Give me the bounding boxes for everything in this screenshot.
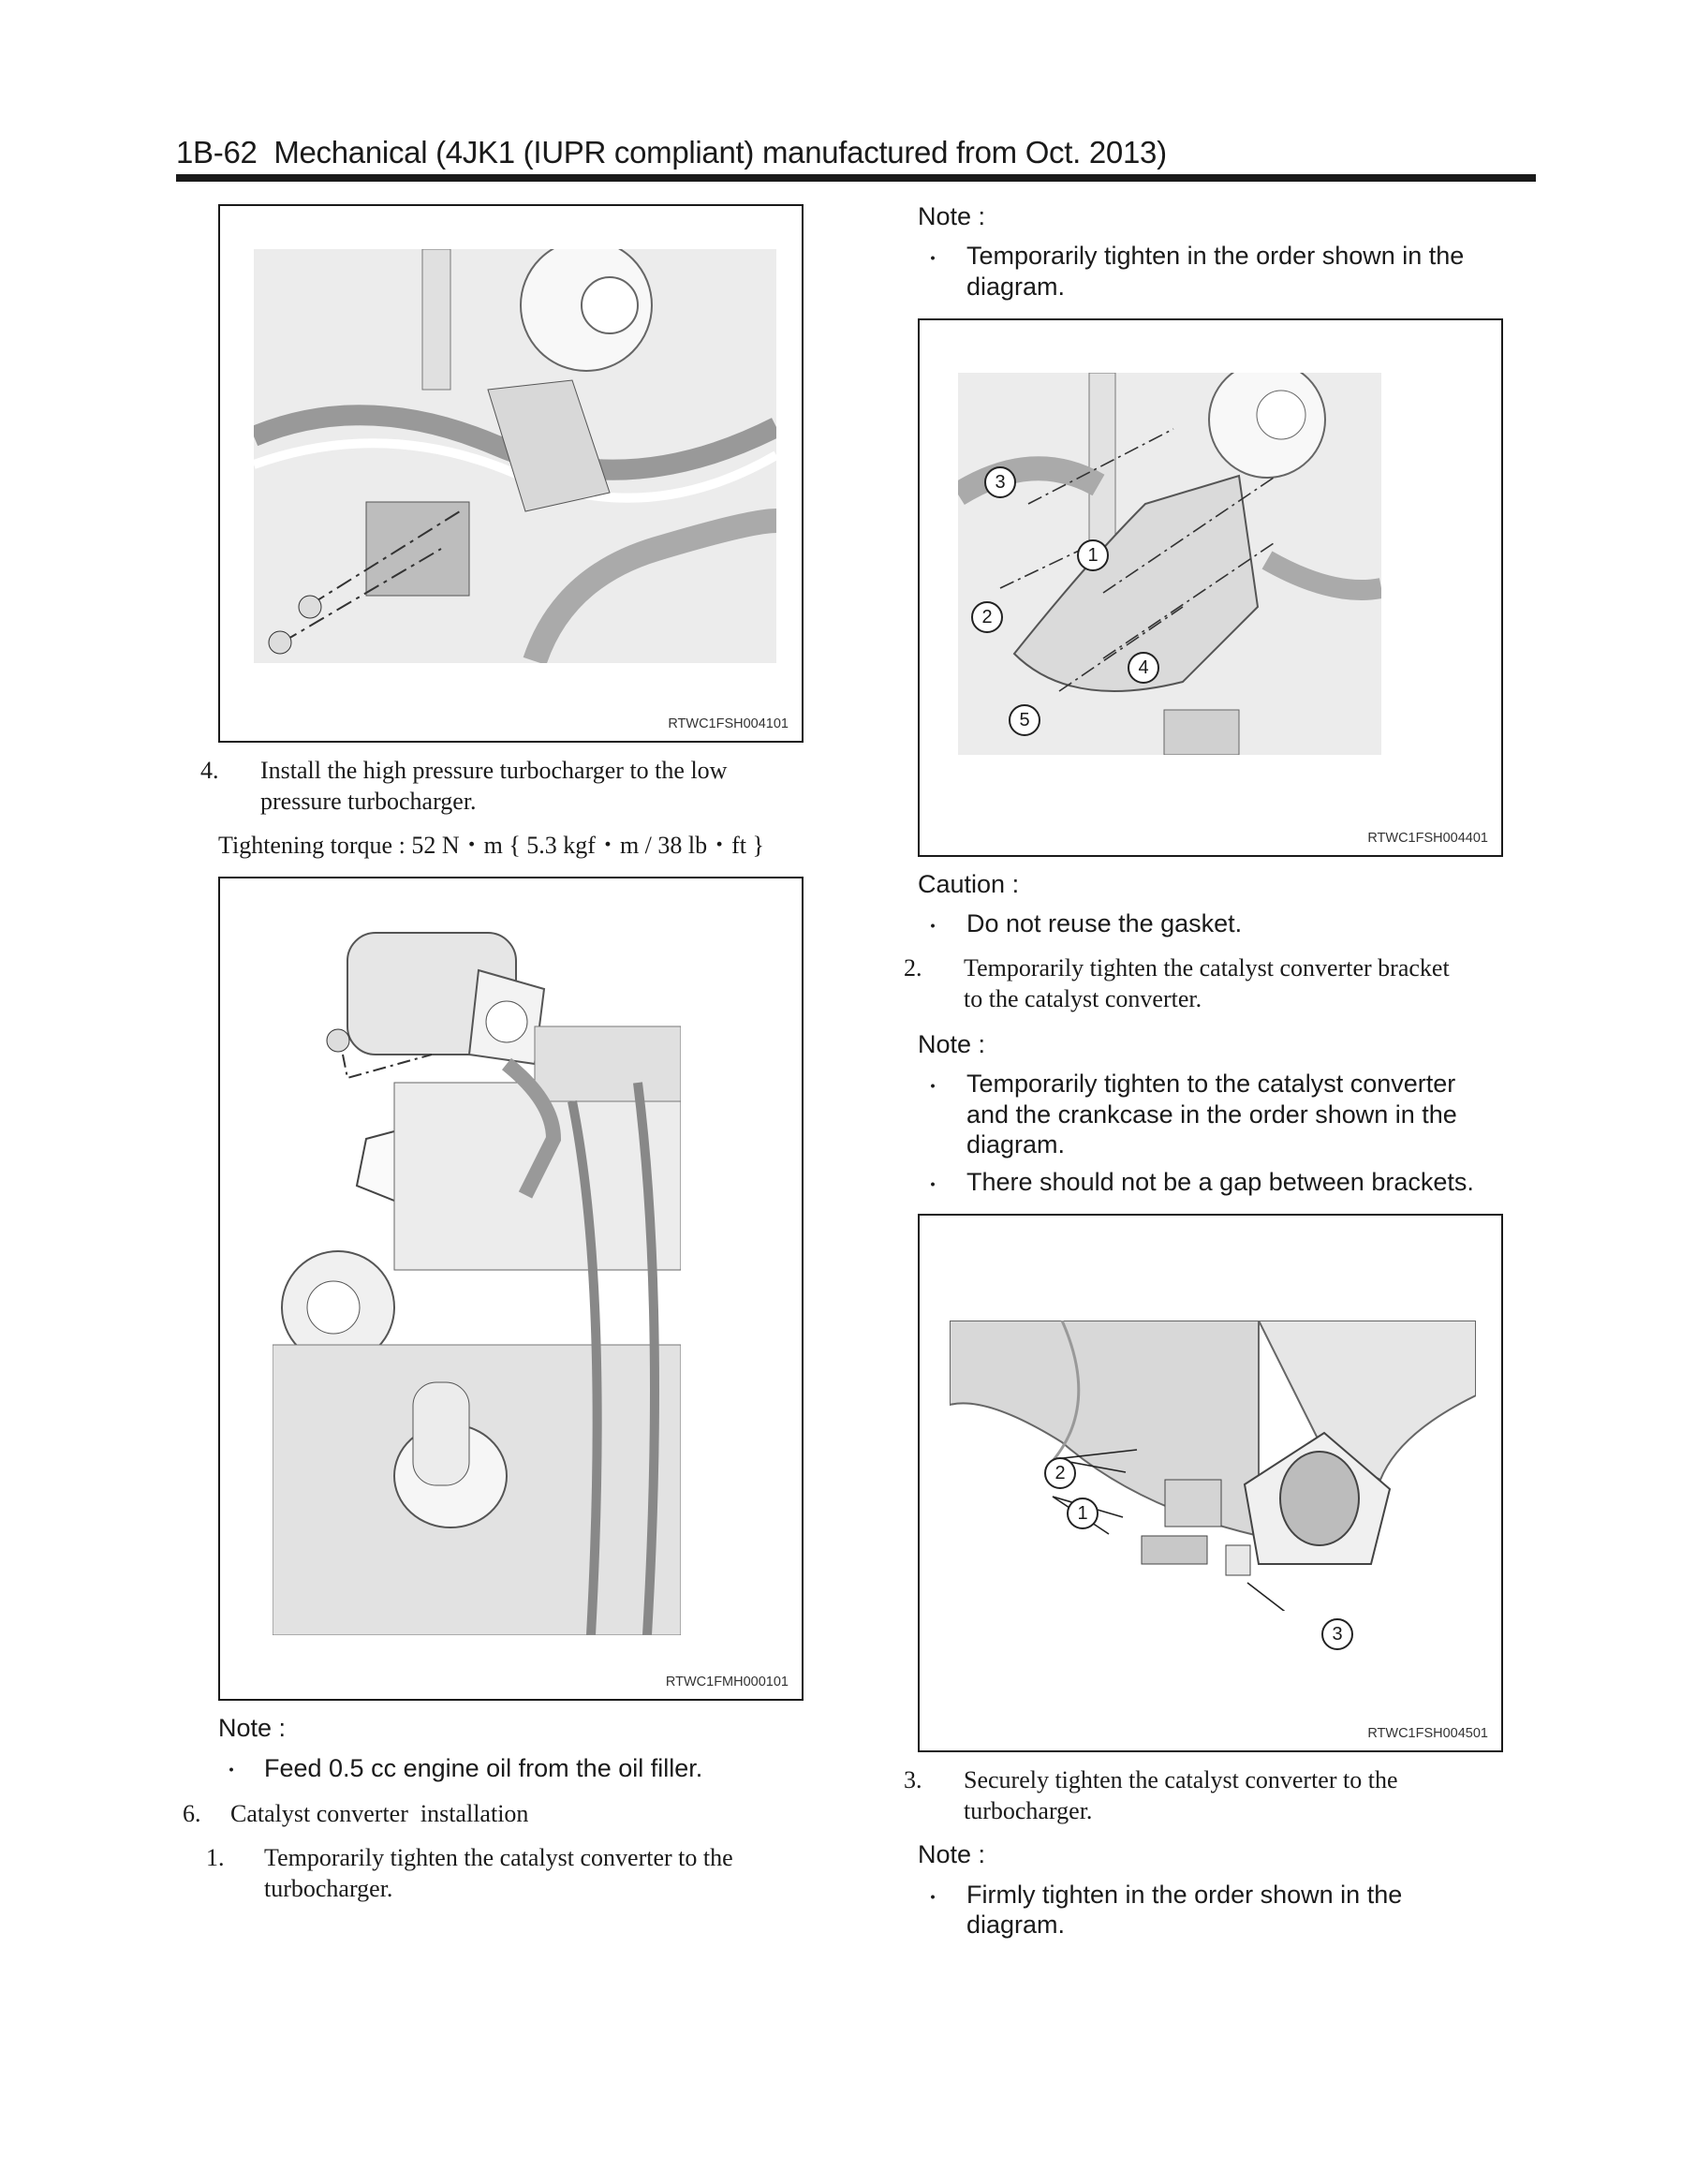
- substep-2-line1: Temporarily tighten the catalyst converter bracket: [964, 954, 1450, 981]
- note-item-line2: diagram.: [966, 273, 1066, 301]
- callout-1: 1: [1067, 1498, 1099, 1529]
- figure-2: [218, 877, 804, 1701]
- step-6-number: 6.: [183, 1800, 201, 1827]
- substep-3-line1: Securely tighten the catalyst converter to the: [964, 1766, 1398, 1793]
- callout-3: 3: [984, 466, 1016, 498]
- figure-1: [218, 204, 804, 743]
- bullet-icon: ・: [922, 1886, 944, 1910]
- header-rule: [176, 174, 1536, 182]
- substep-1-line2: turbocharger.: [264, 1875, 393, 1902]
- callout-4: 4: [1128, 652, 1159, 684]
- note-item-line1: Temporarily tighten to the catalyst converter: [966, 1070, 1456, 1098]
- note-label: Note :: [918, 1030, 986, 1058]
- bullet-icon: ・: [922, 1173, 944, 1197]
- figure-code: RTWC1FSH004501: [1367, 1726, 1488, 1741]
- substep-2-line2: to the catalyst converter.: [964, 985, 1202, 1012]
- note-label: Note :: [918, 202, 986, 230]
- substep-1-number: 1.: [206, 1844, 225, 1871]
- step-4-line1: Install the high pressure turbocharger to the low: [260, 757, 728, 784]
- caution-label: Caution :: [918, 870, 1020, 898]
- note-item-line1: Temporarily tighten in the order shown in the: [966, 242, 1465, 270]
- callout-5: 5: [1009, 704, 1040, 736]
- note-item: There should not be a gap between brackets.: [966, 1168, 1474, 1196]
- figure-code: RTWC1FSH004101: [668, 716, 789, 731]
- bullet-icon: ・: [221, 1759, 243, 1782]
- figure-code: RTWC1FSH004401: [1367, 831, 1488, 846]
- converter-bracket-illustration-icon: [950, 1321, 1476, 1611]
- note-item: Feed 0.5 cc engine oil from the oil filler.: [264, 1754, 703, 1782]
- substep-1-line1: Temporarily tighten the catalyst converter to the: [264, 1844, 733, 1871]
- substep-2-number: 2.: [904, 954, 922, 981]
- note-label: Note :: [218, 1714, 287, 1742]
- caution-item: Do not reuse the gasket.: [966, 909, 1243, 937]
- substep-3-number: 3.: [904, 1766, 922, 1793]
- page-number: 1B-62: [176, 135, 258, 170]
- turbocharger-assembly-illustration-icon: [273, 914, 681, 1635]
- substep-3-line2: turbocharger.: [964, 1797, 1093, 1824]
- engine-bracket-illustration-icon: [254, 249, 776, 663]
- figure-code: RTWC1FMH000101: [665, 1675, 789, 1690]
- step-4-number: 4.: [200, 757, 219, 784]
- figure-3: [918, 318, 1503, 857]
- tightening-torque: Tightening torque : 52 N・m { 5.3 kgf・m / 38 lb・ft }: [218, 832, 764, 859]
- bullet-icon: ・: [922, 915, 944, 938]
- note-item-line2: diagram.: [966, 1911, 1066, 1939]
- bullet-icon: ・: [922, 1075, 944, 1099]
- callout-1: 1: [1077, 539, 1109, 571]
- step-4-line2: pressure turbocharger.: [260, 788, 477, 815]
- callout-2: 2: [1044, 1457, 1076, 1489]
- catalyst-converter-illustration-icon: [958, 373, 1381, 755]
- callout-2: 2: [971, 601, 1003, 633]
- note-item-line1: Firmly tighten in the order shown in the: [966, 1881, 1403, 1909]
- callout-3: 3: [1321, 1618, 1353, 1650]
- bullet-icon: ・: [922, 247, 944, 271]
- figure-4: [918, 1214, 1503, 1752]
- note-item-line2: and the crankcase in the order shown in the: [966, 1100, 1457, 1129]
- step-6-text: Catalyst converter installation: [230, 1800, 529, 1827]
- note-label: Note :: [918, 1840, 986, 1868]
- note-item-line3: diagram.: [966, 1130, 1066, 1158]
- section-title: Mechanical (4JK1 (IUPR compliant) manufactured from Oct. 2013): [273, 135, 1167, 170]
- page-header: [176, 135, 1167, 170]
